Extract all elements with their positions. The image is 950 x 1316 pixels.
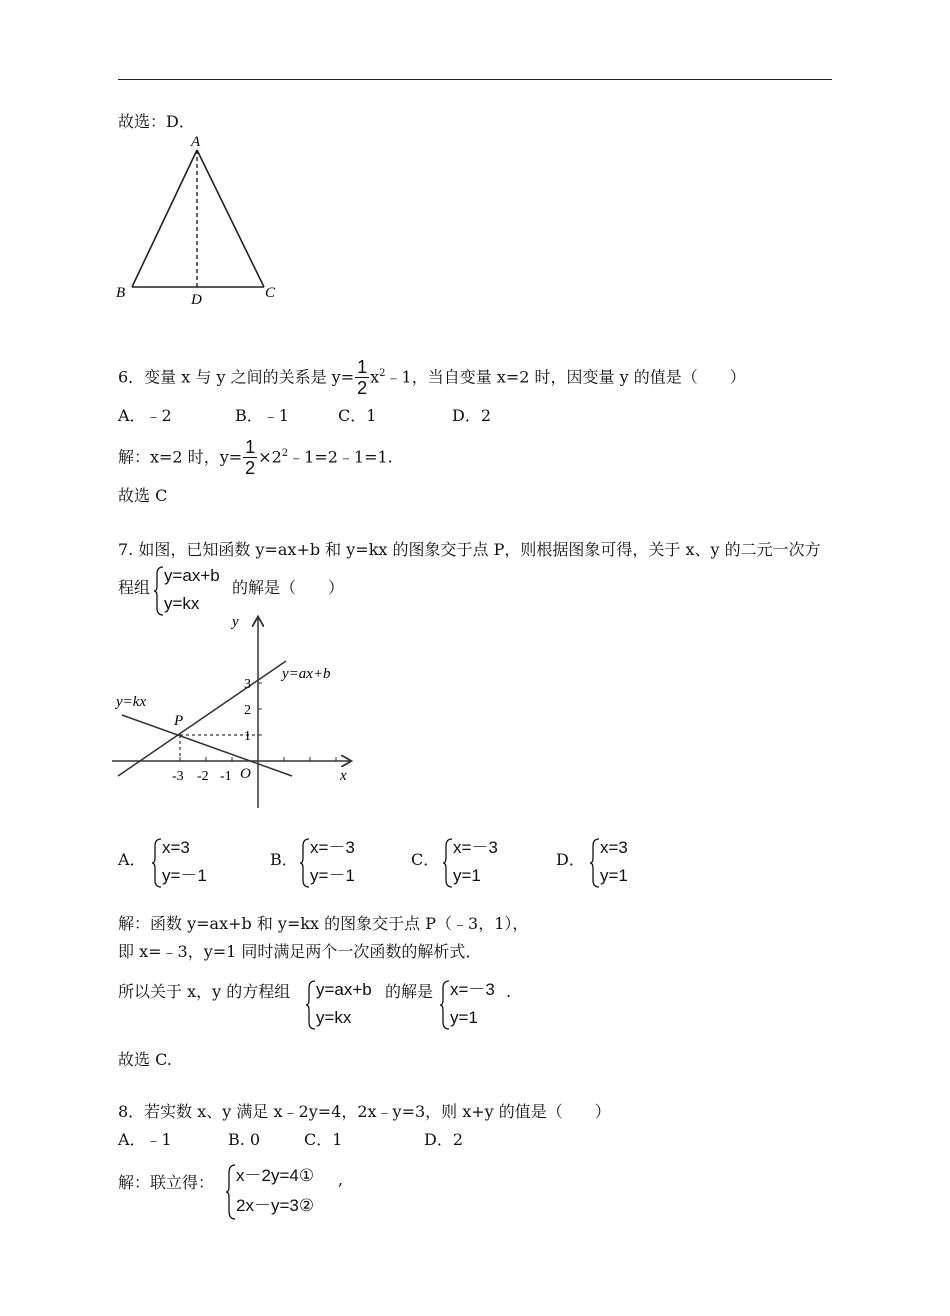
q7-solution-line2: 即 x=﹣3，y=1 同时满足两个一次函数的解析式． — [118, 942, 482, 961]
q7-equation-system: y=ax+b y=kx — [154, 566, 244, 616]
q7-solution-line3b: 的解是 — [385, 982, 434, 1001]
label-b: B — [116, 285, 126, 301]
q7-option-a-label: A． — [118, 850, 146, 869]
q6-solution: 解：x=2 时，y= $\frac{1}{2}$ $\times 2^2﹣1=2﹣1=1$. — [118, 437, 393, 479]
q6-fraction: $\frac{1}{2}$ — [357, 357, 368, 399]
brace-icon — [443, 838, 453, 888]
q8-option-b: B. 0 — [228, 1130, 261, 1149]
label-d: D — [191, 292, 202, 308]
line-y-kx — [122, 715, 292, 776]
q7-answer: 故选 C. — [118, 1050, 172, 1069]
brace-icon — [152, 838, 162, 888]
q7-option-c-system: x=－3 y=1 — [443, 838, 533, 888]
brace-icon — [306, 980, 316, 1030]
x-axis-label: x — [340, 768, 347, 784]
q5-answer: 故选：D． — [118, 112, 195, 131]
q6-stem: 6．变量 x 与 y 之间的关系是 y= $\frac{1}{2}$ $x^2﹣1$，当自变量 x=2 时，因变量 y 的值是（ ） — [118, 357, 746, 399]
q7-stem-line2a: 程组 — [118, 578, 151, 597]
q7-solution-line1: 解：函数 y=ax+b 和 y=kx 的图象交于点 P（﹣3，1）， — [118, 914, 529, 933]
x-tick-label-neg3: -3 — [172, 769, 184, 784]
line1-label: y=ax+b — [282, 666, 331, 682]
triangle-figure — [112, 130, 292, 310]
q7-option-c-label: C． — [411, 850, 440, 869]
brace-icon — [226, 1164, 236, 1220]
y-tick-label-2: 2 — [244, 703, 251, 718]
q6-option-b: B．﹣1 — [235, 406, 289, 425]
y-tick-label-1: 1 — [244, 729, 251, 744]
x-tick-label-neg1: -1 — [220, 769, 232, 784]
q8-solution-a: 解：联立得： — [118, 1173, 215, 1192]
q7-solution-system2: x=－3 y=1 — [440, 980, 520, 1030]
q8-solution-b: , — [338, 1170, 344, 1189]
q7-option-b-label: B． — [270, 850, 298, 869]
line-y-ax-b — [118, 661, 286, 776]
brace-icon — [300, 838, 310, 888]
q6-option-d: D．2 — [452, 406, 492, 425]
brace-icon — [440, 980, 450, 1030]
brace-icon — [590, 838, 600, 888]
x-tick-label-neg2: -2 — [197, 769, 209, 784]
line2-label: y=kx — [116, 694, 147, 710]
q8-option-a: A．﹣1 — [118, 1130, 172, 1149]
q7-stem-line2b: 的解是（ ） — [232, 578, 345, 597]
y-axis-label: y — [232, 614, 239, 630]
y-tick-label-3: 3 — [244, 677, 251, 692]
origin-label: O — [240, 766, 251, 782]
header-rule — [118, 79, 832, 80]
q7-solution-line3c: . — [506, 982, 512, 1001]
q8-option-d: D．2 — [424, 1130, 464, 1149]
side-ac — [197, 150, 264, 287]
q8-stem: 8．若实数 x、y 满足 x﹣2y=4，2x﹣y=3，则 x+y 的值是（ ） — [118, 1102, 611, 1121]
label-a: A — [191, 134, 201, 150]
q7-option-a-system: x=3 y=－1 — [152, 838, 242, 888]
side-ab — [132, 150, 197, 287]
q8-equation-system: x－2y=4① 2x－y=3② — [226, 1164, 346, 1220]
q8-option-c: C．1 — [304, 1130, 343, 1149]
point-p-label: P — [174, 713, 184, 729]
q7-solution-line3a: 所以关于 x，y 的方程组 — [118, 982, 291, 1001]
q6-option-a: A．﹣2 — [118, 406, 172, 425]
q7-graph — [112, 608, 362, 813]
q7-option-b-system: x=－3 y=－1 — [300, 838, 390, 888]
q7-option-d-system: x=3 y=1 — [590, 838, 680, 888]
q6-answer: 故选 C — [118, 486, 168, 505]
q6-option-c: C．1 — [338, 406, 377, 425]
q7-option-d-label: D． — [556, 850, 585, 869]
q7-stem-line1: 7. 如图，已知函数 y=ax+b 和 y=kx 的图象交于点 P，则根据图象可得，关于 x、y 的二元一次方 — [118, 540, 821, 559]
q7-solution-system1: y=ax+b y=kx — [306, 980, 416, 1030]
label-c: C — [265, 285, 276, 301]
q6-sol-fraction: $\frac{1}{2}$ — [245, 437, 256, 479]
